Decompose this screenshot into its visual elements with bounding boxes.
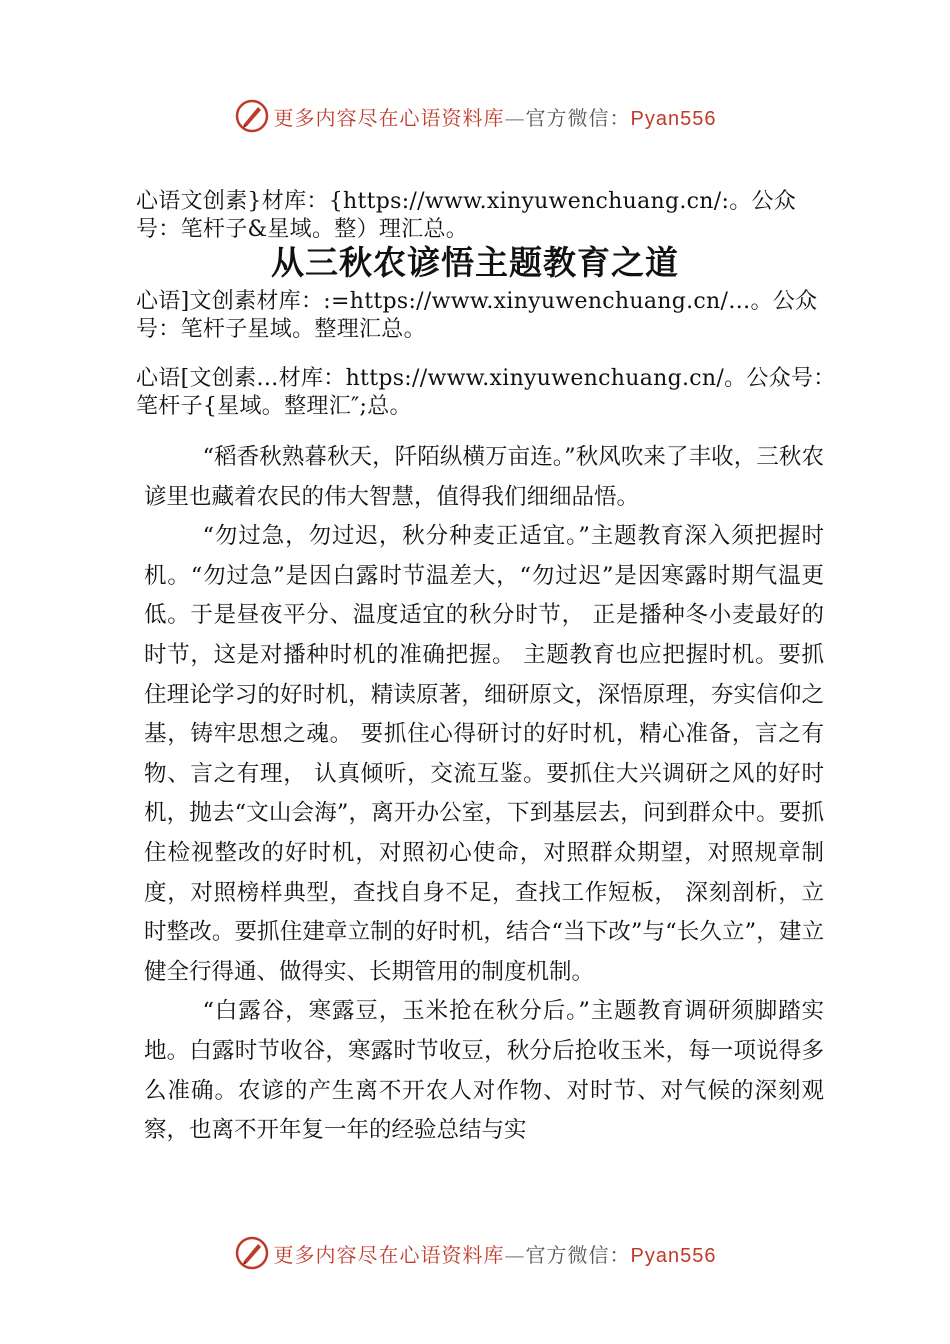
pen-logo-icon	[234, 1235, 270, 1271]
source-note-3: 心语[文创素…材库：https://www.xinyuwenchuang.cn/。公众号：笔杆子{星域。整理汇″;总。	[136, 366, 836, 419]
source-note-1: 心语文创素}材库：{https://www.xinyuwenchuang.cn/:。公众号：笔杆子&星域。整）理汇总。	[136, 189, 797, 242]
banner-text	[274, 1239, 717, 1268]
banner-wechat-label: 官方微信：	[525, 1242, 631, 1267]
body-paragraph-2: “勿过急，勿过迟，秋分种麦正适宜。”主题教育深入须把握时机。“勿过急”是因白露时节温差大，“勿过迟”是因寒露时期气温更低。于是昼夜平分、温度适宜的秋分时节， 正是播种冬小麦最好的时节，这是对播种时机的准确把握。 主题教育也应把握时机。要抓住理论学习的好时机，精读原著，细研原文，深悟原理，夯实信仰之基，铸牢思想之魂。 要抓住心得研讨的好时机，精心准备，言之有物、言之有理， 认真倾听，交流互鉴。要抓住大兴调研之风的好时机，抛去“文山会海”，离开办公室，下到基层去，问到群众中。要抓住检视整改的好时机，对照初心使命，对照群众期望，对照规章制度，对照榜样典型，查找自身不足，查找工作短板， 深刻剖析，立时整改。要抓住建章立制的好时机，结合“当下改”与“长久立”，建立健全行得通、做得实、长期管用的制度机制。	[144, 523, 824, 985]
banner-wechat-label: 官方微信：	[525, 105, 631, 130]
banner-wechat-id: Pyan556	[630, 107, 717, 130]
banner-text	[274, 102, 717, 131]
document-body	[144, 438, 824, 1151]
pen-logo-icon	[234, 98, 270, 134]
banner-wechat-id: Pyan556	[630, 1244, 717, 1267]
banner-separator: —	[504, 1242, 526, 1267]
body-paragraph-1: “稻香秋熟暮秋天，阡陌纵横万亩连。”秋风吹来了丰收，三秋农谚里也藏着农民的伟大智慧，值得我们细细品悟。	[144, 444, 824, 510]
body-paragraph-3: “白露谷，寒露豆，玉米抢在秋分后。”主题教育调研须脚踏实地。白露时节收谷，寒露时节收豆，秋分后抢收玉米，每一项说得多么准确。农谚的产生离不开农人对作物、对时节、对气候的深刻观察，也离不开年复一年的经验总结与实	[144, 998, 824, 1144]
source-note-2: 心语]文创素材库：:=https://www.xinyuwenchuang.cn/…。公众号：笔杆子星域。整理汇总。	[136, 289, 818, 342]
header-banner	[0, 96, 950, 136]
banner-main-text: 更多内容尽在心语资料库	[273, 1242, 505, 1267]
footer-banner	[0, 1233, 950, 1273]
document-title: 从三秋农谚悟主题教育之道	[271, 243, 679, 282]
banner-separator: —	[504, 105, 526, 130]
banner-main-text: 更多内容尽在心语资料库	[273, 105, 505, 130]
